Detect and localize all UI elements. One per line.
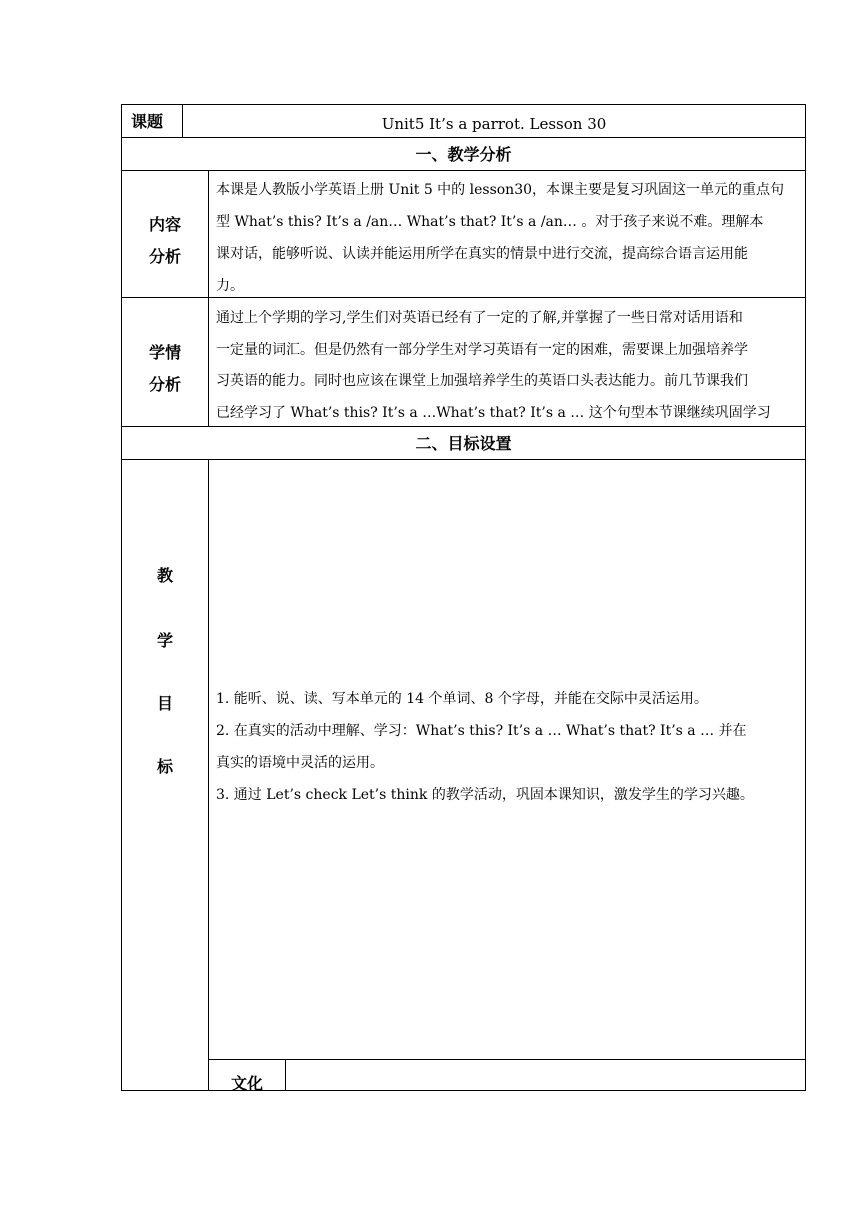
content-analysis-label-line2: 分析: [148, 247, 181, 266]
content-analysis-text-line: 力。: [216, 278, 244, 294]
table-rule: [121, 459, 806, 460]
content-analysis-text-line: 本课是人教版小学英语上册 Unit 5 中的 lesson30，本课主要是复习巩固这一单元的重点句: [216, 182, 785, 198]
goal-label-char: 教: [156, 566, 173, 585]
title-label: 课题: [131, 112, 164, 131]
goal-text-line: 真实的语境中灵活的运用。: [216, 755, 384, 771]
student-analysis-text-line: 习英语的能力。同时也应该在课堂上加强培养学生的英语口头表达能力。前几节课我们: [216, 373, 748, 389]
culture-label: 文化: [230, 1074, 263, 1093]
section-heading-goals: 二、目标设置: [415, 434, 512, 453]
student-analysis-label-line2: 分析: [148, 375, 181, 394]
table-rule: [121, 137, 806, 138]
table-border-top: [121, 104, 806, 105]
goal-label-char: 学: [156, 631, 173, 650]
goal-label-char: 目: [156, 694, 173, 713]
student-analysis-text-line: 一定量的词汇。但是仍然有一部分学生对学习英语有一定的困难，需要课上加强培养学: [216, 342, 748, 358]
table-rule: [121, 297, 806, 298]
table-rule: [121, 426, 806, 427]
table-rule: [285, 1059, 286, 1091]
lesson-title: Unit5 It’s a parrot. Lesson 30: [381, 115, 607, 133]
goal-text-line: 2. 在真实的活动中理解、学习：What’s this? It’s a … What’s that? It’s a … 并在: [216, 723, 747, 739]
student-analysis-label-line1: 学情: [148, 343, 181, 362]
table-rule: [208, 1059, 806, 1060]
content-analysis-text-line: 课对话，能够听说、认读并能运用所学在真实的情景中进行交流，提高综合语言运用能: [216, 246, 748, 262]
goal-text-line: 3. 通过 Let’s check Let’s think 的教学活动，巩固本课知识，激发学生的学习兴趣。: [216, 787, 754, 803]
student-analysis-text-line: 已经学习了 What’s this? It’s a …What’s that? It’s a … 这个句型本节课继续巩固学习: [216, 405, 771, 421]
content-analysis-text-line: 型 What’s this? It’s a /an… What’s that? It’s a /an… 。对于孩子来说不难。理解本: [216, 214, 764, 230]
table-border-right: [805, 104, 806, 1091]
goal-label-char: 标: [156, 757, 173, 776]
goal-text-line: 1. 能听、说、读、写本单元的 14 个单词、8 个字母，并能在交际中灵活运用。: [216, 691, 708, 707]
table-rule: [208, 459, 209, 1091]
section-heading-analysis: 一、教学分析: [415, 145, 512, 164]
table-rule: [208, 170, 209, 427]
table-rule: [121, 170, 806, 171]
content-analysis-label-line1: 内容: [148, 215, 181, 234]
student-analysis-text-line: 通过上个学期的学习,学生们对英语已经有了一定的了解,并掌握了一些日常对话用语和: [216, 310, 743, 326]
